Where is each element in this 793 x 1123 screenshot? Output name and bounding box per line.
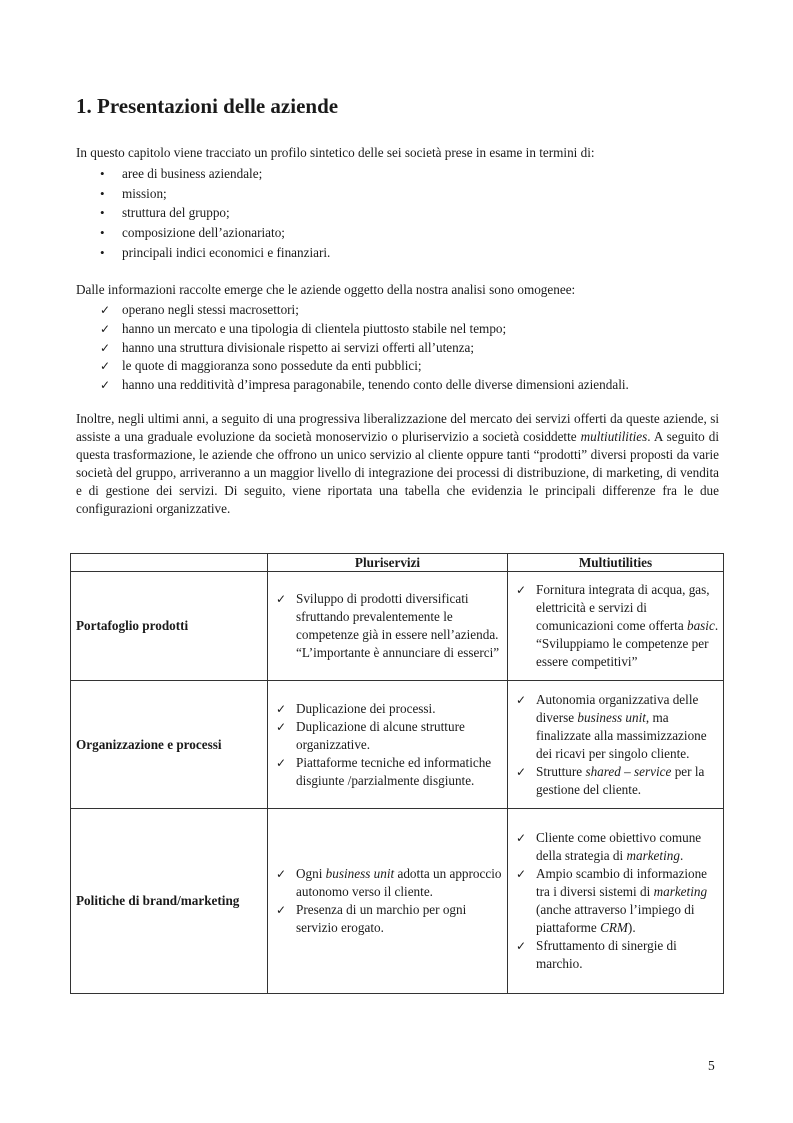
page-number: 5 — [708, 1058, 715, 1073]
check-icon: ✓ — [516, 831, 527, 845]
emphasis-term: marketing — [653, 884, 708, 899]
page-title: 1. Presentazioni delle aziende — [76, 94, 339, 118]
row-header: Organizzazione e processi — [71, 681, 268, 809]
check-icon: ✓ — [276, 755, 287, 770]
cell-check-list — [512, 691, 720, 799]
check-icon: ✓ — [100, 378, 111, 393]
table-cell — [268, 572, 508, 681]
check-icon: ✓ — [516, 764, 527, 779]
paragraph-text: . A seguito di questa trasformazione, le aziende che offrono un unico servizio al cliente oppure tanti “prodotti” diversi proposti da varie società del gruppo, arriveranno a un maggior livello di integrazione dei processi di distribuzione, di marketing, di vendita e di gestione dei servizi. Di seguito, viene riportata una tabella che evidenzia le principali differenze fra le due configurazioni organizzative. — [76, 429, 719, 516]
list-item — [76, 164, 719, 184]
list-item-text: Ampio scambio di informazione tra i diversi sistemi di — [536, 866, 708, 899]
list-item-text: , ma finalizzate alla massimizzazione dei ricavi per singolo cliente. — [536, 709, 707, 761]
emphasis-term: business unit — [325, 866, 395, 881]
homogeneous-check-list — [76, 301, 736, 395]
table-cell — [508, 572, 724, 681]
table-cell — [268, 809, 508, 994]
list-item-text: composizione dell’azionariato; — [122, 225, 285, 241]
list-item — [76, 301, 736, 320]
list-item-text: hanno una struttura divisionale rispetto ai servizi offerti all’utenza; — [122, 339, 475, 355]
list-item — [272, 865, 504, 901]
check-icon: ✓ — [516, 583, 527, 597]
list-item-text: Piattaforme tecniche ed informatiche disgiunte /parzialmente disgiunte. — [296, 754, 492, 788]
row-header: Portafoglio prodotti — [71, 572, 268, 681]
list-item-text: hanno una redditività d’impresa paragonabile, tenendo conto delle diverse dimensioni aziendali. — [122, 377, 629, 393]
check-icon: ✓ — [276, 719, 287, 734]
comparison-table — [70, 553, 724, 994]
list-item — [272, 590, 504, 662]
list-item — [76, 357, 736, 376]
list-item-text: operano negli stessi macrosettori; — [122, 302, 299, 317]
bullet-icon: • — [100, 205, 105, 221]
row-header: Politiche di brand/marketing — [71, 809, 268, 994]
emphasis-term: multiutilities — [580, 429, 648, 444]
check-icon: ✓ — [276, 903, 287, 917]
list-item-text: Duplicazione dei processi. — [296, 700, 436, 716]
table-row — [71, 572, 724, 681]
list-item — [512, 829, 720, 865]
table-cell — [508, 809, 724, 994]
check-icon: ✓ — [516, 692, 527, 707]
list-item-text: Ogni — [296, 866, 326, 881]
list-item-text: adotta un approccio autonomo verso il cliente. — [296, 866, 502, 899]
list-item — [512, 581, 720, 671]
bullet-icon: • — [100, 185, 105, 201]
emphasis-term: business unit — [577, 709, 646, 725]
check-icon: ✓ — [276, 867, 287, 881]
list-item-text: Cliente come obiettivo comune della strategia di — [536, 830, 702, 863]
cell-check-list — [272, 865, 504, 937]
list-item — [512, 937, 720, 973]
check-icon: ✓ — [100, 321, 111, 336]
emphasis-term: CRM — [600, 920, 628, 935]
check-icon: ✓ — [100, 340, 111, 355]
list-item — [512, 763, 720, 799]
list-item-text: Fornitura integrata di acqua, gas, elettricità e servizi di comunicazioni come offerta — [536, 582, 710, 633]
list-item-text: . — [679, 848, 684, 863]
list-item-text: ). — [627, 920, 636, 935]
homogeneous-intro-paragraph: Dalle informazioni raccolte emerge che le aziende oggetto della nostra analisi sono omogenee: — [76, 282, 576, 297]
list-item-text: principali indici economici e finanziari. — [122, 244, 331, 260]
list-item-text: mission; — [122, 185, 167, 201]
cell-check-list — [272, 700, 504, 790]
check-icon: ✓ — [516, 867, 527, 881]
list-item-text: struttura del gruppo; — [122, 205, 230, 221]
check-icon: ✓ — [100, 359, 111, 374]
list-item-text: Autonomia organizzativa delle diverse — [536, 691, 699, 725]
list-item — [76, 184, 719, 204]
topics-bullet-list — [76, 164, 719, 263]
list-item — [76, 243, 719, 263]
table-cell — [508, 681, 724, 809]
list-item — [272, 718, 504, 754]
column-header-pluriservizi: Pluriservizi — [268, 554, 508, 572]
list-item-text: per la gestione del cliente. — [536, 763, 705, 797]
cell-check-list — [512, 829, 720, 973]
cell-check-list — [512, 581, 720, 671]
list-item — [272, 754, 504, 790]
emphasis-term: shared – service — [585, 763, 672, 779]
list-item — [76, 320, 736, 339]
list-item — [512, 691, 720, 763]
table-row — [71, 809, 724, 994]
bullet-icon: • — [100, 244, 105, 260]
table-row — [71, 681, 724, 809]
list-item-text: Duplicazione di alcune strutture organizzative. — [296, 718, 465, 752]
check-icon: ✓ — [276, 701, 287, 716]
list-item-text: Strutture — [536, 763, 586, 779]
list-item-text: (anche attraverso l’impiego di piattaforme — [536, 902, 695, 935]
list-item — [512, 865, 720, 937]
check-icon: ✓ — [516, 939, 527, 953]
check-icon: ✓ — [100, 303, 111, 317]
table-header-row — [71, 554, 724, 572]
list-item-text: Sfruttamento di sinergie di marchio. — [536, 938, 677, 971]
cell-check-list — [272, 590, 504, 662]
list-item-text: le quote di maggioranza sono possedute da enti pubblici; — [122, 358, 422, 374]
emphasis-term: marketing — [626, 848, 680, 863]
list-item — [272, 901, 504, 937]
column-header-empty — [71, 554, 268, 572]
list-item-text: Presenza di un marchio per ogni servizio erogato. — [296, 902, 467, 935]
list-item-text: . “Sviluppiamo le competenze per essere competitivi” — [536, 618, 719, 669]
list-item — [76, 223, 719, 243]
list-item-text: hanno un mercato e una tipologia di clientela piuttosto stabile nel tempo; — [122, 320, 507, 336]
column-header-multiutilities: Multiutilities — [508, 554, 724, 572]
intro-paragraph: In questo capitolo viene tracciato un profilo sintetico delle sei società prese in esame in termini di: — [76, 145, 595, 160]
evolution-paragraph — [76, 410, 719, 518]
bullet-icon: • — [100, 166, 105, 181]
table-cell — [268, 681, 508, 809]
list-item — [76, 339, 736, 358]
check-icon: ✓ — [276, 592, 287, 606]
bullet-icon: • — [100, 225, 105, 241]
list-item — [272, 700, 504, 718]
list-item-text: aree di business aziendale; — [122, 166, 263, 181]
paragraph-text: Inoltre, negli ultimi anni, a seguito di una progressiva liberalizzazione del mercato dei servizi offerti da queste aziende, si assiste a una graduale evoluzione da società monoservizio o pluriservizio a società cosiddette — [76, 411, 719, 444]
list-item-text: Sviluppo di prodotti diversificati sfruttando prevalentemente le competenze già in essere nell’azienda. “L’importante è annunciare di esserci” — [296, 591, 500, 660]
list-item — [76, 203, 719, 223]
list-item — [76, 376, 736, 395]
emphasis-term: basic — [686, 618, 715, 633]
